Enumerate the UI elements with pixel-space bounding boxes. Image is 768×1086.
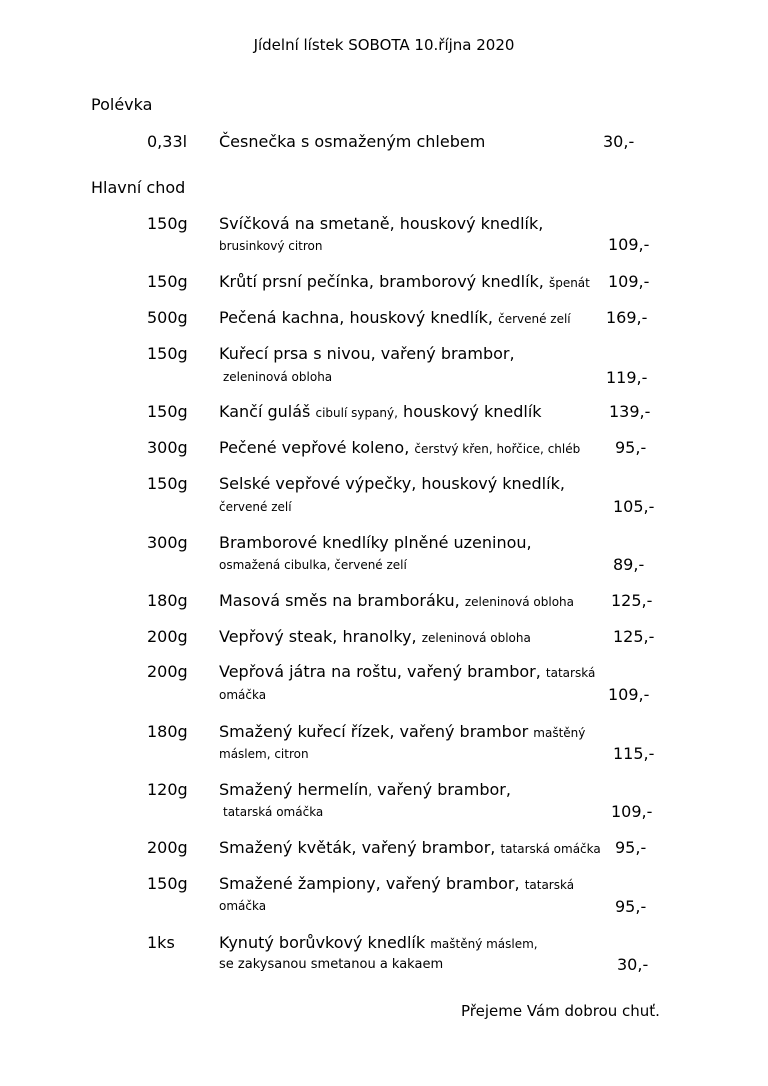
item-name-main: Smažený hermelín xyxy=(219,780,369,799)
item-name xyxy=(219,591,574,610)
item-qty: 150g xyxy=(147,874,188,893)
item-price: 95,- xyxy=(615,897,647,916)
item-name xyxy=(219,838,601,857)
item-note: omáčka xyxy=(219,688,267,702)
item-qty: 120g xyxy=(147,780,188,799)
item-qty: 150g xyxy=(147,402,188,421)
item-name-main: Pečené vepřové koleno, xyxy=(219,438,410,457)
menu-title: Jídelní lístek SOBOTA 10.října 2020 xyxy=(253,36,515,54)
item-name xyxy=(219,722,585,741)
item-price: 125,- xyxy=(611,591,653,610)
item-qty: 150g xyxy=(147,344,188,363)
item-name-main: Smažený kuřecí řízek, vařený brambor xyxy=(219,722,529,741)
item-price: 115,- xyxy=(613,744,655,763)
item-price: 119,- xyxy=(606,368,648,387)
item-qty: 150g xyxy=(147,214,188,233)
item-price: 105,- xyxy=(613,497,655,516)
item-name-main: Pečená kachna, houskový knedlík, xyxy=(219,308,493,327)
item-name-side: špenát xyxy=(548,276,590,290)
item-note: červené zelí xyxy=(219,500,292,514)
item-price: 109,- xyxy=(611,802,653,821)
item-note: se zakysanou smetanou a kakaem xyxy=(219,957,444,972)
item-name xyxy=(219,308,571,327)
item-name-side: zeleninová obloha xyxy=(421,631,531,645)
item-note: zeleninová obloha xyxy=(223,370,333,384)
item-name: Selské vepřové výpečky, houskový knedlík, xyxy=(219,474,565,493)
item-name-main: Masová směs na bramboráku, xyxy=(219,591,460,610)
item-name-side: , xyxy=(368,784,373,798)
item-price: 109,- xyxy=(608,272,650,291)
item-name xyxy=(219,272,590,291)
item-name-main: Smažené žampiony, vařený brambor, xyxy=(219,874,520,893)
item-qty: 180g xyxy=(147,591,188,610)
item-note: omáčka xyxy=(219,899,267,913)
item-qty: 200g xyxy=(147,838,188,857)
item-name-side: cibulí sypaný, xyxy=(315,406,398,420)
item-name-side: maštěný máslem, xyxy=(430,937,538,951)
item-qty: 1ks xyxy=(147,933,175,952)
item-name-side: maštěný xyxy=(533,726,586,740)
item-note: máslem, citron xyxy=(219,747,309,761)
item-name-side: červené zelí xyxy=(498,312,571,326)
item-note: brusinkový citron xyxy=(219,239,323,253)
item-name-side: čerstvý křen, hořčice, chléb xyxy=(414,442,581,456)
item-qty: 150g xyxy=(147,272,188,291)
footer-greeting: Přejeme Vám dobrou chuť. xyxy=(461,1002,660,1020)
item-name: Svíčková na smetaně, houskový knedlík, xyxy=(219,214,544,233)
item-price: 30,- xyxy=(617,955,649,974)
item-note: tatarská omáčka xyxy=(223,805,324,819)
item-name xyxy=(219,780,511,799)
item-price: 139,- xyxy=(609,402,651,421)
item-price: 89,- xyxy=(613,555,645,574)
item-price: 169,- xyxy=(606,308,648,327)
item-price: 125,- xyxy=(613,627,655,646)
item-name xyxy=(219,874,574,893)
item-price: 95,- xyxy=(615,838,647,857)
item-name-main: Kynutý borůvkový knedlík xyxy=(219,933,426,952)
item-price: 109,- xyxy=(608,685,650,704)
item-name-main: Vepřový steak, hranolky, xyxy=(219,627,417,646)
item-name xyxy=(219,933,538,952)
item-qty: 300g xyxy=(147,438,188,457)
item-price: 109,- xyxy=(608,235,650,254)
item-qty: 180g xyxy=(147,722,188,741)
item-name-side: tatarská xyxy=(545,666,596,680)
item-name-side: zeleninová obloha xyxy=(464,595,575,609)
soup-qty: 0,33l xyxy=(147,132,188,151)
soup-price: 30,- xyxy=(603,132,635,151)
item-qty: 300g xyxy=(147,533,188,552)
item-name-side: tatarská xyxy=(524,878,575,892)
item-name: Kuřecí prsa s nivou, vařený brambor, xyxy=(219,344,515,363)
item-name xyxy=(219,627,531,646)
item-note: osmažená cibulka, červené zelí xyxy=(219,558,407,572)
item-name xyxy=(219,402,542,421)
item-name xyxy=(219,662,595,681)
item-name-main: Kančí guláš xyxy=(219,402,311,421)
item-name-main: Vepřová játra na roštu, vařený brambor, xyxy=(219,662,541,681)
item-qty: 500g xyxy=(147,308,188,327)
item-name-main: Krůtí prsní pečínka, bramborový knedlík, xyxy=(219,272,544,291)
item-name-after: vařený brambor, xyxy=(377,780,511,799)
item-qty: 200g xyxy=(147,662,188,681)
item-price: 95,- xyxy=(615,438,647,457)
item-qty: 150g xyxy=(147,474,188,493)
section-soup: Polévka xyxy=(91,95,153,114)
section-main: Hlavní chod xyxy=(91,178,186,197)
item-name xyxy=(219,438,580,457)
item-name-after: houskový knedlík xyxy=(403,402,542,421)
soup-name: Česnečka s osmaženým chlebem xyxy=(219,132,486,151)
item-name: Bramborové knedlíky plněné uzeninou, xyxy=(219,533,532,552)
item-qty: 200g xyxy=(147,627,188,646)
item-name-side: tatarská omáčka xyxy=(500,842,601,856)
item-name-main: Smažený květák, vařený brambor, xyxy=(219,838,496,857)
